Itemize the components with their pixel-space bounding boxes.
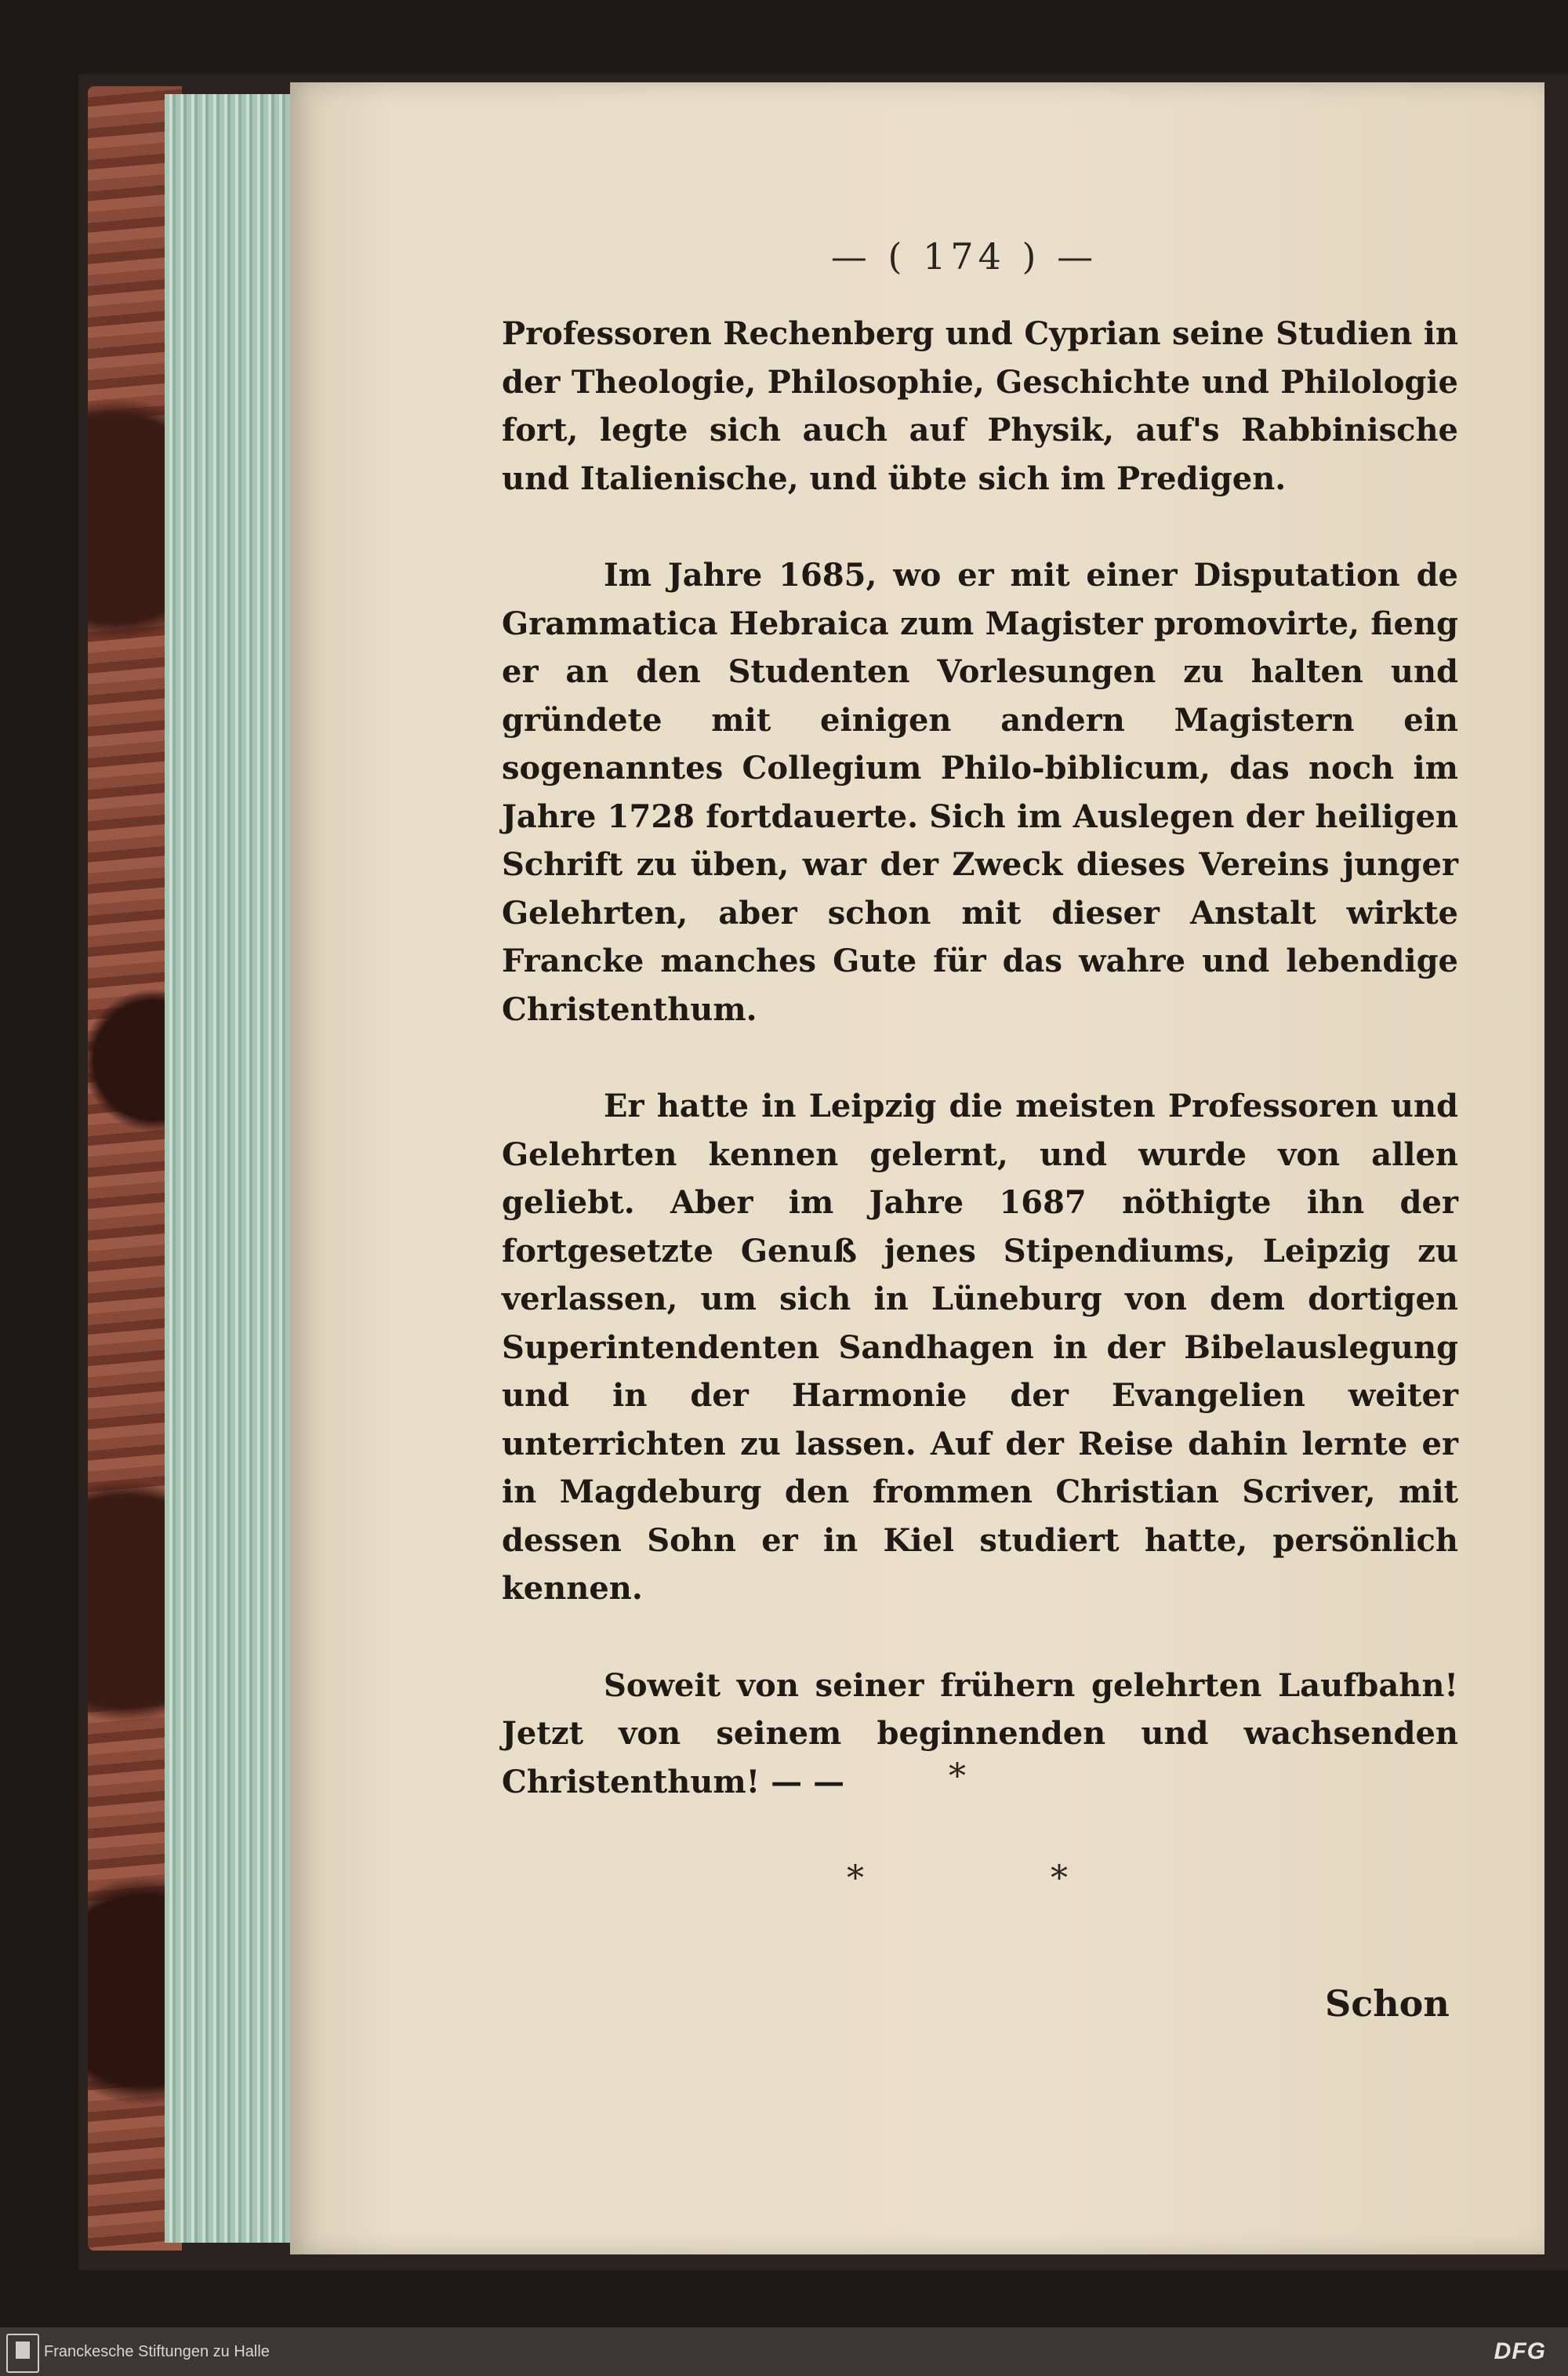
- paragraph-1: Professoren Rechenberg und Cyprian seine Studien in der Theologie, Philosophie, Geschichte und Philologie fort, legte sich auch auf Physik, auf's Rabbinische und Italienische, und übte sich im Predigen.: [502, 315, 1458, 497]
- asterisk-right: *: [1051, 1858, 1068, 1898]
- paragraph-2: Im Jahre 1685, wo er mit einer Disputation de Grammatica Hebraica zum Magister promovirte, fieng er an den Studenten Vorlesungen zu halten und gründete mit einigen andern Magistern ein sogenanntes Collegium Philo-biblicum, das noch im Jahre 1728 fortdauerte. Sich im Auslegen der heiligen Schrift zu üben, war der Zweck dieses Vereins junger Gelehrten, aber schon mit dieser Anstalt wirkte Francke manches Gute für das wahre und lebendige Christenthum.: [502, 557, 1458, 1028]
- dfg-logo[interactable]: DFG: [1494, 2338, 1546, 2364]
- page-text: [502, 310, 1458, 1806]
- catchword: Schon: [1325, 1982, 1450, 2025]
- page-edges: [165, 94, 298, 2243]
- asterisk-top: *: [949, 1757, 966, 1797]
- institution-logo-icon: [6, 2334, 39, 2373]
- viewer-footer: [0, 2327, 1568, 2376]
- page-number-header: — ( 174 ) —: [830, 235, 1098, 278]
- paragraph-4: Soweit von seiner frühern gelehrten Laufbahn! Jetzt von seinem beginnenden und wachsenden Christenthum! — —: [502, 1666, 1458, 1800]
- asterism: [784, 1757, 1254, 1929]
- paragraph-3: Er hatte in Leipzig die meisten Professoren und Gelehrten kennen gelernt, und wurde von allen geliebt. Aber im Jahre 1687 nöthigte ihn der fortgesetzte Genuß jenes Stipendiums, Leipzig zu verlassen, um sich in Lüneburg von dem dortigen Superintendenten Sandhagen in der Bibelauslegung und in der Harmonie der Evangelien weiter unterrichten zu lassen. Auf der Reise dahin lernte er in Magdeburg den frommen Christian Scriver, mit dessen Sohn er in Kiel studiert hatte, persönlich kennen.: [502, 1088, 1458, 1607]
- asterisk-left: *: [847, 1858, 864, 1898]
- institution-name[interactable]: Franckesche Stiftungen zu Halle: [44, 2343, 270, 2360]
